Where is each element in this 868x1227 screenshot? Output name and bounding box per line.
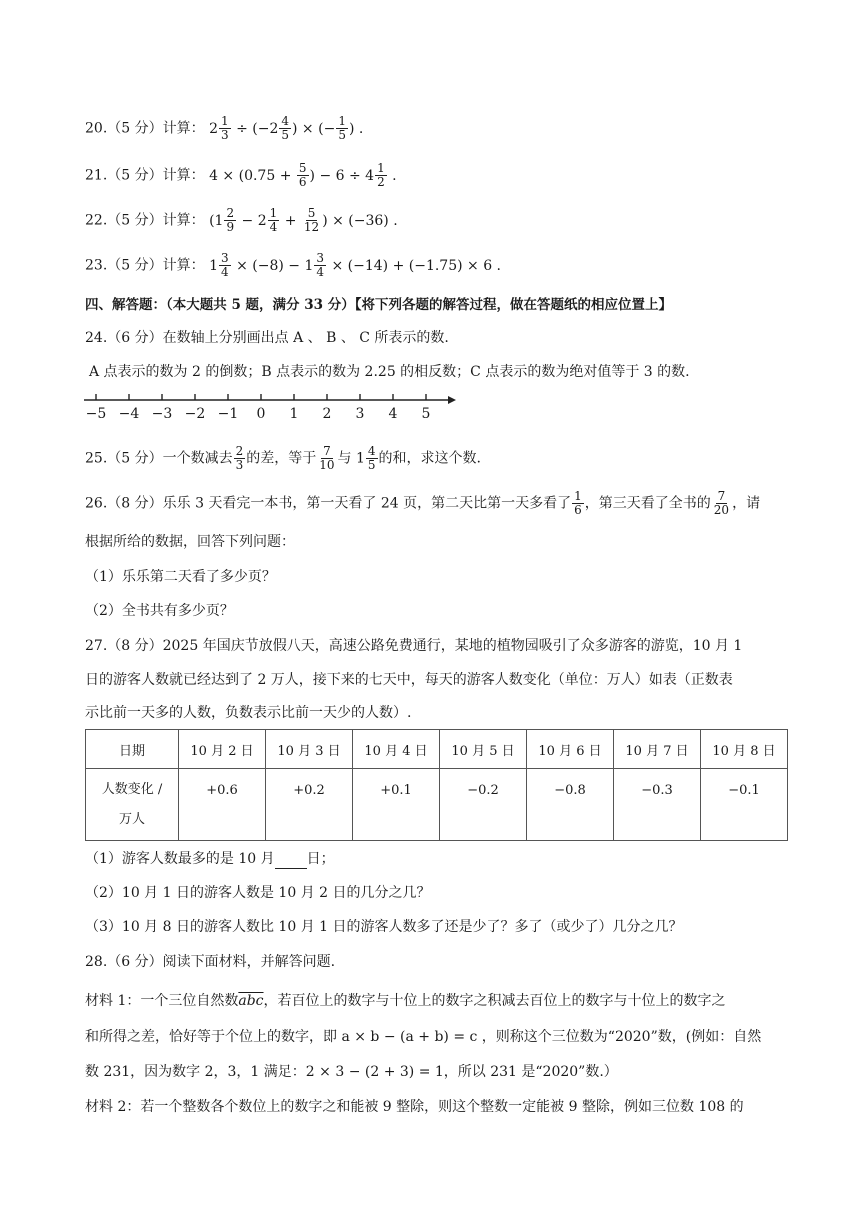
- answer-blank[interactable]: [275, 854, 307, 869]
- number-line-tick-label: 2: [322, 406, 332, 422]
- question-27-line3: 示比前一天多的人数，负数表示比前一天少的人数）.: [85, 705, 412, 721]
- number-line-tick-label: 0: [256, 406, 266, 422]
- table-header-cell: 10 月 8 日: [701, 730, 788, 769]
- question-22: [85, 207, 398, 234]
- q22-label: 22.（5 分）计算：: [85, 212, 205, 229]
- table-header-cell: 10 月 7 日: [614, 730, 701, 769]
- table-cell: −0.3: [614, 769, 701, 841]
- number-line-tick-label: −4: [118, 406, 140, 422]
- table-cell: −0.8: [527, 769, 614, 841]
- table-cell: +0.2: [266, 769, 353, 841]
- question-24-detail: A 点表示的数为 2 的倒数；B 点表示的数为 2.25 的相反数；C 点表示的数为绝对值等于 3 的数.: [89, 364, 690, 380]
- number-line-tick-label: −5: [85, 406, 107, 422]
- table-row-label: 人数变化 / 万人: [86, 769, 179, 841]
- section-4-heading: 四、解答题：（本大题共 5 题，满分 33 分）【将下列各题的解答过程，做在答题纸的相应位置上】: [85, 297, 672, 313]
- question-27-sub1: （1）游客人数最多的是 10 月 日；: [85, 851, 335, 867]
- question-26-line2: 根据所给的数据，回答下列问题：: [85, 534, 295, 550]
- visitor-change-table: [85, 729, 788, 841]
- number-line-tick-label: 5: [421, 406, 431, 422]
- table-header-cell: 日期: [86, 730, 179, 769]
- q20-label: 20.（5 分）计算：: [85, 120, 205, 137]
- number-line-tick-label: 4: [388, 406, 398, 422]
- question-26: 26.（8 分）乐乐 3 天看完一本书，第一天看了 24 页，第二天比第一天多看了 $\frac{1}{6}$ ，第三天看了全书的 $\frac{7}{20}$ ，请: [85, 489, 761, 517]
- question-21: [85, 162, 397, 189]
- number-line-tick-label: −1: [217, 406, 239, 422]
- number-line-tick-label: 3: [355, 406, 365, 422]
- q22-expr: (1 $\frac{2}{9}$ − 2 $\frac{1}{4}$ + $\frac{5}{12}$ ) × (−36) .: [209, 206, 398, 234]
- question-26-sub2: （2）全书共有多少页？: [85, 603, 234, 619]
- q21-label: 21.（5 分）计算：: [85, 167, 205, 184]
- table-row: [86, 769, 788, 841]
- number-line-tick-label: −2: [184, 406, 206, 422]
- material-1-line3: 数 231，因为数字 2，3，1 满足：2 × 3 − (2 + 3) = 1，所以 231 是“2020”数.）: [85, 1064, 618, 1080]
- table-cell: +0.1: [353, 769, 440, 841]
- q23-expr: 1 $\frac{3}{4}$ × (−8) − 1 $\frac{3}{4}$ × (−14) + (−1.75) × 6 .: [209, 251, 502, 279]
- question-24: 24.（6 分）在数轴上分别画出点 A 、 B 、 C 所表示的数.: [85, 330, 449, 346]
- q21-expr: 4 × (0.75 + $\frac{5}{6}$ ) − 6 ÷ 4 $\frac{1}{2}$ .: [209, 161, 397, 189]
- question-28: 28.（6 分）阅读下面材料，并解答问题.: [85, 954, 336, 970]
- table-cell: −0.1: [701, 769, 788, 841]
- question-27-line2: 日的游客人数就已经达到了 2 万人，接下来的七天中，每天的游客人数变化（单位：万人）如表（正数表: [85, 672, 733, 688]
- number-line-tick-label: −3: [151, 406, 173, 422]
- table-cell: −0.2: [440, 769, 527, 841]
- question-20: [85, 115, 363, 142]
- table-header-cell: 10 月 3 日: [266, 730, 353, 769]
- number-line-tick-label: 1: [289, 406, 299, 422]
- q20-expr: 2 $\frac{1}{3}$ ÷ (−2 $\frac{4}{5}$ ) × (− $\frac{1}{5}$ ) .: [209, 114, 364, 142]
- question-25: 25.（5 分）一个数减去 $\frac{2}{3}$ 的差，等于 $\frac{7}{10}$ 与 1 $\frac{4}{5}$ 的和，求这个数.: [85, 444, 481, 472]
- question-23: [85, 252, 501, 279]
- question-27-sub2: （2）10 月 1 日的游客人数是 10 月 2 日的几分之几？: [85, 885, 431, 901]
- q23-label: 23.（5 分）计算：: [85, 257, 205, 274]
- number-line: [82, 388, 462, 428]
- question-27-sub3: （3）10 月 8 日的游客人数比 10 月 1 日的游客人数多了还是少了？多了（或少了）几分之几？: [85, 919, 683, 935]
- table-cell: +0.6: [179, 769, 266, 841]
- table-header-row: [86, 730, 788, 769]
- question-26-sub1: （1）乐乐第二天看了多少页？: [85, 569, 276, 585]
- material-1-line1: 材料 1：一个三位自然数$\overline{abc}$，若百位上的数字与十位上的数字之积减去百位上的数字与十位上的数字之: [85, 993, 726, 1009]
- table-header-cell: 10 月 5 日: [440, 730, 527, 769]
- material-2: 材料 2：若一个整数各个数位上的数字之和能被 9 整除，则这个整数一定能被 9 整除，例如三位数 108 的: [85, 1099, 744, 1115]
- table-header-cell: 10 月 6 日: [527, 730, 614, 769]
- question-27-line1: 27.（8 分）2025 年国庆节放假八天，高速公路免费通行，某地的植物园吸引了众多游客的游览，10 月 1: [85, 638, 743, 654]
- material-1-line2: 和所得之差，恰好等于个位上的数字，即 a × b − (a + b) = c ，则称这个三位数为“2020”数，(例如：自然: [85, 1029, 762, 1045]
- table-header-cell: 10 月 2 日: [179, 730, 266, 769]
- table-header-cell: 10 月 4 日: [353, 730, 440, 769]
